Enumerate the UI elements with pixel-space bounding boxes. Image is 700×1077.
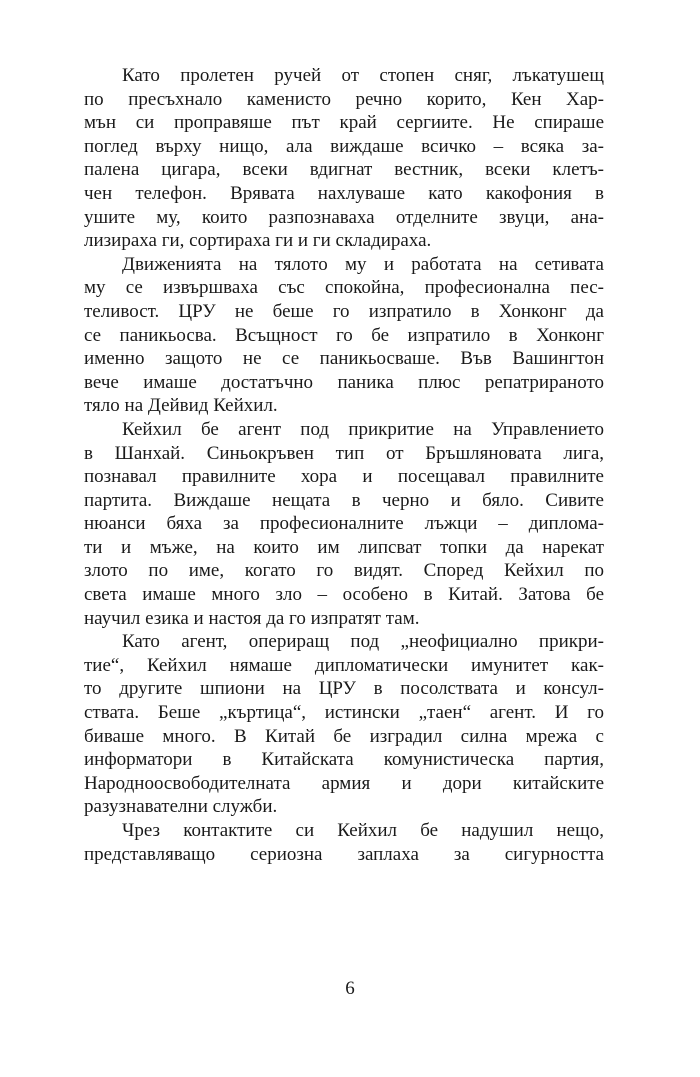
text-line: палена цигара, всеки вдигнат вестник, всеки клетъ- [84, 159, 604, 181]
text-line: тяло на Дейвид Кейхил. [84, 395, 278, 417]
text-line: се паникьосва. Всъщност го бе изпратило в Хонконг [84, 324, 604, 346]
text-line: му се извършваха със спокойна, професионална пес- [84, 277, 604, 299]
text-line: Като агент, опериращ под „неофициално прикри- [122, 631, 604, 653]
text-line: ушите му, които разпознаваха отделните звуци, ана- [84, 206, 604, 228]
text-line: теливост. ЦРУ не беше го изпратило в Хонконг да [84, 300, 604, 322]
text-line: Движенията на тялото му и работата на сетивата [122, 253, 604, 275]
paragraph [84, 418, 604, 630]
text-line: ствата. Беше „къртица“, истински „таен“ агент. И го [84, 702, 604, 724]
text-line: познавал правилните хора и посещавал правилните [84, 466, 604, 488]
text-line: то другите шпиони на ЦРУ в посолствата и консул- [84, 678, 604, 700]
paragraph [84, 64, 604, 253]
text-line: Като пролетен ручей от стопен сняг, лъкатушещ [122, 65, 604, 86]
text-line: Чрез контактите си Кейхил бе надушил нещо, [122, 820, 604, 841]
paragraph [84, 253, 604, 418]
text-line: чен телефон. Врявата нахлуваше като какофония в [84, 182, 604, 204]
text-line: в Шанхай. Синьокръвен тип от Бръшляновата лига, [84, 442, 604, 464]
text-line: тие“, Кейхил нямаше дипломатически имунитет как- [84, 654, 604, 676]
text-line: Кейхил бе агент под прикритие на Управлението [122, 418, 604, 440]
text-line: мън си проправяше път край сергиите. Не спираше [84, 112, 604, 134]
text-line: вече имаше достатъчно паника плюс репатрираното [84, 371, 604, 393]
text-line: поглед върху нищо, ала виждаше всичко – всяка за- [84, 135, 604, 157]
text-line: информатори в Китайската комунистическа партия, [84, 749, 604, 771]
text-line: научил езика и настоя да го изпратят там. [84, 607, 420, 629]
paragraph [84, 819, 604, 866]
text-line: нюанси бяха за професионалните лъжци – диплома- [84, 513, 604, 535]
paragraph [84, 630, 604, 819]
text-line: света имаше много зло – особено в Китай. Затова бе [84, 584, 604, 606]
page-number: 6 [345, 978, 355, 999]
text-line: представляващо сериозна заплаха за сигурността [84, 843, 604, 865]
text-line: разузнавателни служби. [84, 796, 278, 818]
text-line: злото по име, когато го видят. Според Кейхил по [84, 560, 604, 582]
text-line: Народноосвободителната армия и дори китайските [84, 772, 604, 794]
text-line: биваше много. В Китай бе изградил силна мрежа с [84, 725, 604, 747]
text-line: партита. Виждаше нещата в черно и бяло. Сивите [84, 489, 604, 511]
text-line: именно защото не се паникьосваше. Във Вашингтон [84, 348, 604, 370]
text-line: ти и мъже, на които им липсват топки да нарекат [84, 536, 604, 558]
text-line: по пресъхнало каменисто речно корито, Кен Хар- [84, 88, 604, 110]
text-line: лизираха ги, сортираха ги и ги складираха. [84, 230, 432, 252]
body-text [84, 64, 604, 866]
